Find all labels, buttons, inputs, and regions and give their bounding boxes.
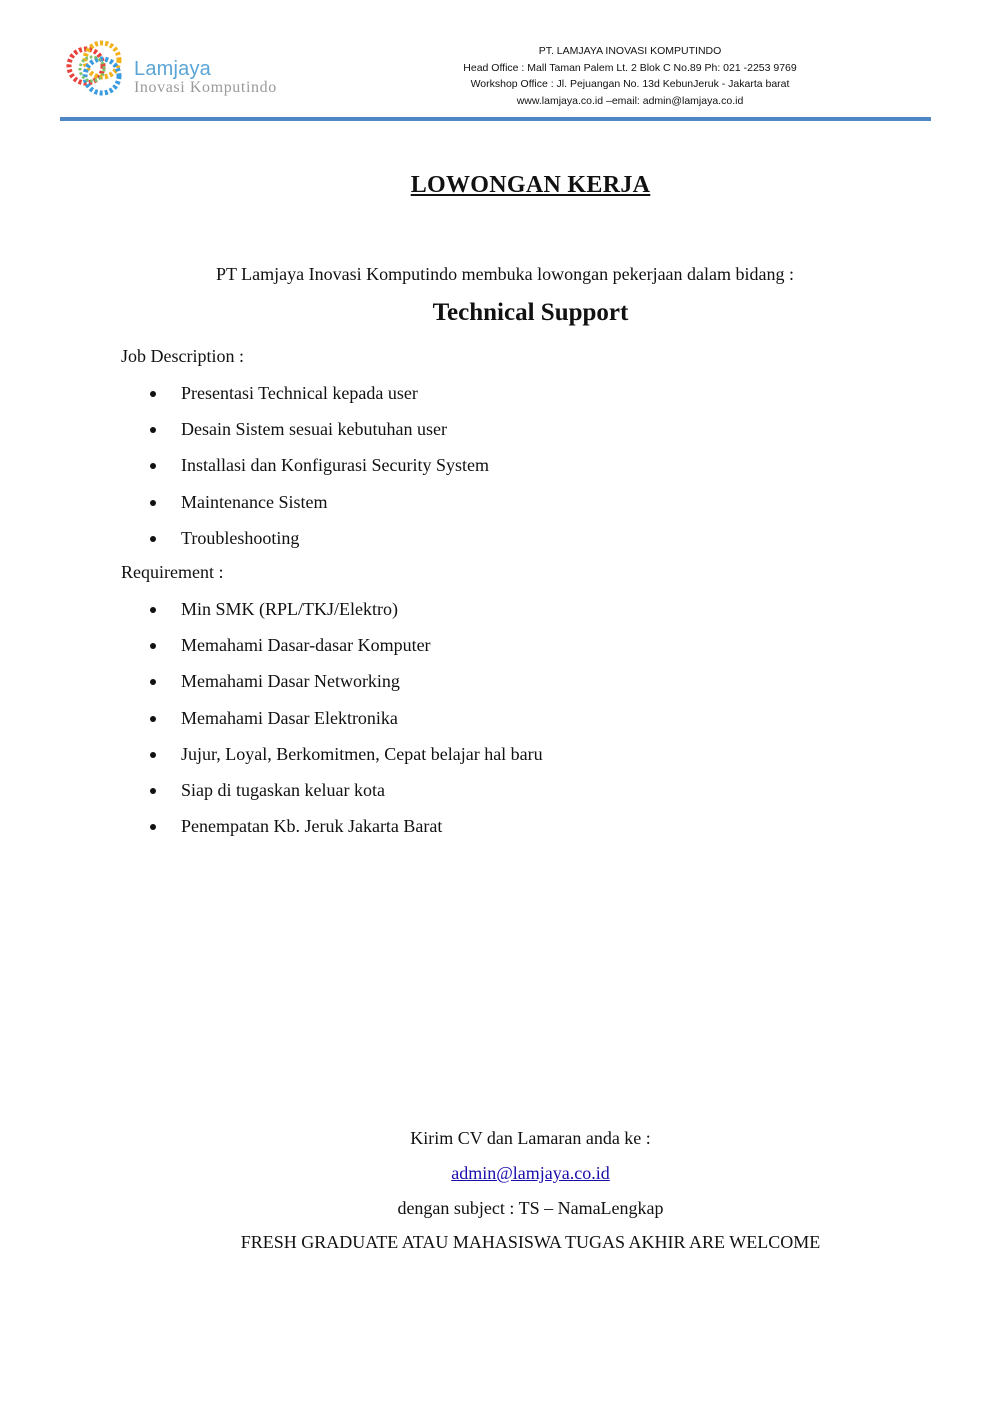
document-title: LOWONGAN KERJA — [410, 172, 651, 198]
list-item-text: Maintenance Sistem — [181, 491, 328, 512]
list-item-text: Memahami Dasar-dasar Komputer — [181, 635, 431, 656]
welcome-text: FRESH GRADUATE ATAU MAHASISWA TUGAS AKHIR ARE WELCOME — [240, 1232, 821, 1252]
bullet-icon — [150, 391, 156, 397]
position-title: Technical Support — [432, 299, 629, 326]
company-info — [420, 43, 840, 109]
list-item-text: Jujur, Loyal, Berkomitmen, Cepat belajar hal baru — [181, 743, 543, 764]
rings-logo-icon — [62, 38, 134, 100]
list-item-text: Min SMK (RPL/TKJ/Elektro) — [181, 599, 399, 619]
email-line — [0, 1163, 1000, 1184]
bullet-icon — [150, 752, 156, 758]
bullet-icon — [150, 463, 156, 469]
list-item-text: Siap di tugaskan keluar kota — [181, 779, 385, 800]
bullet-icon — [150, 500, 156, 506]
bullet-icon — [150, 427, 156, 433]
requirement-label: Requirement : — [121, 562, 224, 582]
head-office-address: Head Office : Mall Taman Palem Lt. 2 Blok C No.89 Ph: 021 -2253 9769 — [463, 61, 797, 74]
list-item-text: Presentasi Technical kepada user — [181, 383, 418, 403]
list-item-text: Installasi dan Konfigurasi Security System — [181, 455, 489, 476]
bullet-icon — [150, 536, 156, 542]
bullet-icon — [150, 679, 156, 685]
web-and-email: www.lamjaya.co.id –email: admin@lamjaya.co.id — [516, 94, 744, 107]
list-item-text: Penempatan Kb. Jeruk Jakarta Barat — [181, 816, 443, 837]
company-name: PT. LAMJAYA INOVASI KOMPUTINDO — [538, 45, 722, 57]
bullet-icon — [150, 824, 156, 830]
workshop-office-address: Workshop Office : Jl. Pejuangan No. 13d KebunJeruk - Jakarta barat — [470, 78, 790, 90]
bullet-icon — [150, 607, 156, 613]
header-divider — [60, 117, 931, 121]
logo-subtitle: Inovasi Komputindo — [134, 79, 277, 96]
job-description-label: Job Description : — [121, 346, 244, 366]
list-item-text: Desain Sistem sesuai kebutuhan user — [181, 419, 447, 440]
send-cv-text: Kirim CV dan Lamaran anda ke : — [410, 1128, 651, 1148]
company-logo — [62, 38, 322, 100]
email-link[interactable]: admin@lamjaya.co.id — [451, 1163, 610, 1183]
list-item-text: Memahami Dasar Networking — [181, 671, 400, 692]
bullet-icon — [150, 643, 156, 649]
subject-text: dengan subject : TS – NamaLengkap — [397, 1198, 664, 1218]
intro-text: PT Lamjaya Inovasi Komputindo membuka lowongan pekerjaan dalam bidang : — [215, 264, 795, 284]
list-item-text: Memahami Dasar Elektronika — [181, 707, 398, 728]
list-item-text: Troubleshooting — [181, 527, 300, 548]
bullet-icon — [150, 788, 156, 794]
logo-name: Lamjaya — [134, 58, 211, 80]
bullet-icon — [150, 716, 156, 722]
